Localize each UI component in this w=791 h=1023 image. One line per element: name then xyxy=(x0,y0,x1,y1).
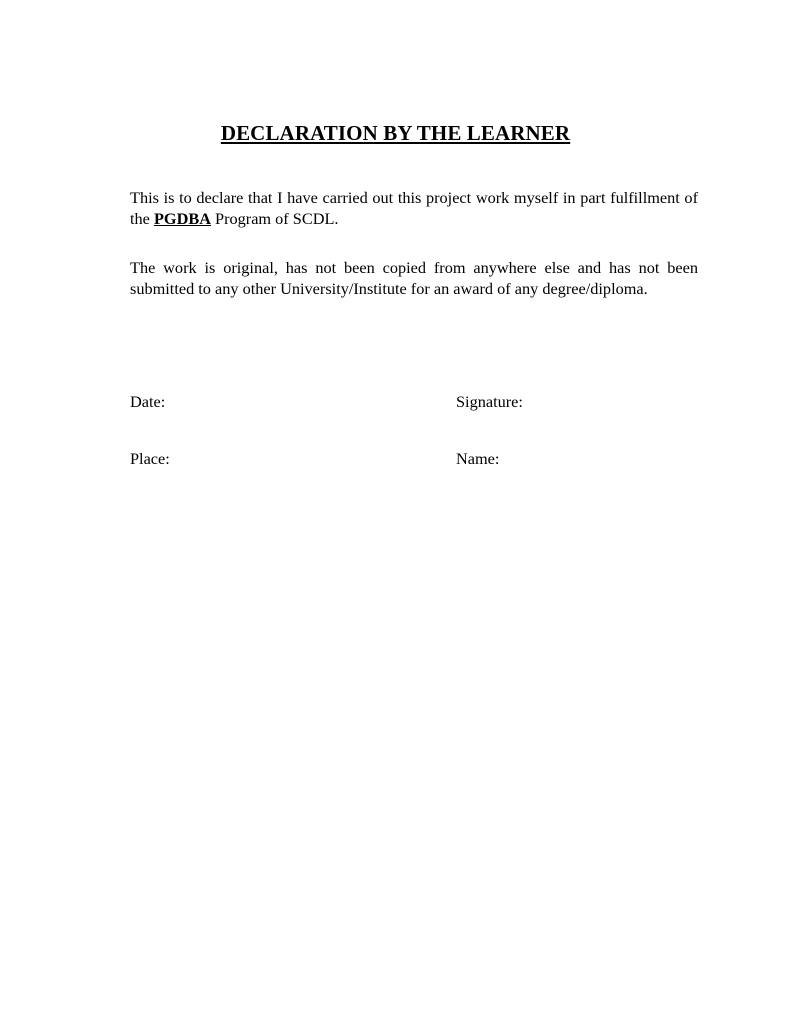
signature-label: Signature: xyxy=(456,392,523,411)
place-label: Place: xyxy=(130,449,170,468)
date-label: Date: xyxy=(130,392,166,411)
declaration-paragraph-2: The work is original, has not been copied from anywhere else and has not been submitted to any other University/Institute for an award of any degree/diploma. xyxy=(130,258,698,298)
name-label: Name: xyxy=(456,449,500,468)
paragraph-1-text-start: This is to declare that I have carried out this project work myself in part fulfillment of the xyxy=(130,188,698,228)
program-name: PGDBA xyxy=(153,209,211,228)
paragraph-1-text-end: Program of SCDL. xyxy=(210,209,339,228)
declaration-paragraph-1 xyxy=(130,187,698,229)
page-title: DECLARATION BY THE LEARNER xyxy=(220,121,571,145)
